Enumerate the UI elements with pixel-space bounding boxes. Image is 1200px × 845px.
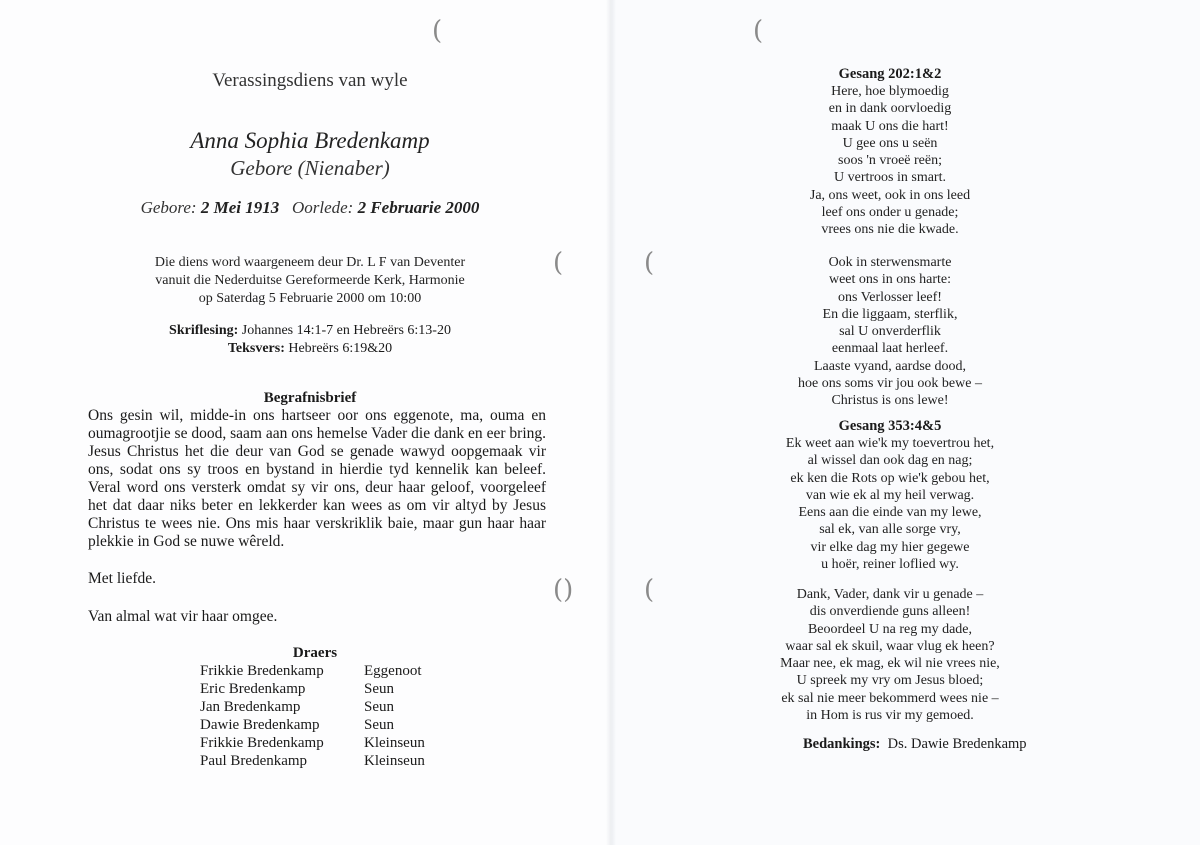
hymn-line: en in dank oorvloedig <box>828 101 952 117</box>
hymn-line: Ja, ons weet, ook in ons leed <box>809 187 971 203</box>
hymn-line: Ook in sterwensmarte <box>828 255 952 270</box>
hymn-line: Dank, Vader, dank vir u genade – <box>796 587 984 602</box>
hymn-line: weet ons in ons harte: <box>828 272 952 288</box>
bearer-row <box>200 716 425 734</box>
bearer-relation: Kleinseun <box>364 735 425 751</box>
thanks-value: Ds. Dawie Bredenkamp <box>887 736 1027 752</box>
punch-hole-mark: () <box>553 575 574 605</box>
hymn-1-title: Gesang 202:1&2 <box>838 66 942 82</box>
hymn-line: U vertroos in smart. <box>834 170 946 186</box>
bearers-list <box>200 662 425 770</box>
born-date: 2 Mei 1913 <box>200 198 280 217</box>
text-verse-line <box>110 340 510 358</box>
punch-hole-mark: ( <box>432 16 443 46</box>
bearer-relation: Eggenoot <box>364 663 422 679</box>
hymn-line: hoe ons soms vir jou ook bewe – <box>798 376 982 392</box>
acknowledgements <box>803 736 1027 753</box>
bearer-relation: Kleinseun <box>364 753 425 769</box>
hymn-line: Here, hoe blymoedig <box>831 84 949 99</box>
hymn-line: Christus is ons lewe! <box>831 393 949 409</box>
hymn-line: sal U onverderflik <box>839 324 941 340</box>
hymn-line: Maar nee, ek mag, ek wil nie vrees nie, <box>780 656 1000 672</box>
bearers-title: Draers <box>292 645 338 661</box>
deceased-name: Anna Sophia Bredenkamp <box>190 128 430 153</box>
hymn-line: maak U ons die hart! <box>831 118 949 134</box>
text-verse-label: Teksvers: <box>227 341 285 356</box>
hymn-line: vir elke dag my hier gegewe <box>810 539 970 555</box>
service-line: Die diens word waargeneem deur Dr. L F van Deventer <box>154 255 466 270</box>
service-heading: Verassingsdiens van wyle <box>212 70 408 91</box>
bearer-row <box>200 680 425 698</box>
hymn-line: sal ek, van alle sorge vry, <box>819 522 961 538</box>
bearer-row <box>200 752 425 770</box>
hymn-line: vrees ons nie die kwade. <box>821 222 959 238</box>
hymn-line: ek sal nie meer bekommerd wees nie – <box>781 690 999 706</box>
scripture-label: Skriflesing: <box>169 323 239 338</box>
hymn-1-verse-2 <box>760 254 1020 410</box>
punch-hole-mark: ( <box>753 16 764 46</box>
bearer-name: Frikkie Bredenkamp <box>200 735 324 751</box>
text-verse-value: Hebreërs 6:19&20 <box>288 341 393 356</box>
born-label: Gebore: <box>140 198 197 217</box>
bearer-row <box>200 698 425 716</box>
scripture-line <box>110 322 510 340</box>
life-dates <box>100 198 520 218</box>
bearer-relation: Seun <box>364 717 394 733</box>
service-line: vanuit die Nederduitse Gereformeerde Kerk, Harmonie <box>155 273 465 288</box>
maiden-name: Gebore (Nienaber) <box>230 156 390 180</box>
hymn-line: waar sal ek skuil, waar vlug ek heen? <box>785 638 995 654</box>
bearer-relation: Seun <box>364 699 394 715</box>
service-line: op Saterdag 5 Februarie 2000 om 10:00 <box>198 291 422 306</box>
letter-body: Ons gesin wil, midde-in ons hartseer oor ons eggenote, ma, ouma en oumagrootjie se dood, saam aan ons hemelse Vader die dank en eer bring. Jesus Christus het die deur van God se genade wawyd oopgemaak vir ons, sodat ons sy troos en bystand in hierdie tyd kennelik kan beleef. Veral word ons versterk omdat sy vir ons, deur haar geloof, voorgeleef het dat daar niks beter en lekkerder kan wees as om vir altyd by Jesus Christus te wees nie. Ons mis haar verskriklik baie, maar gun haar haar plekkie in God se nuwe wêreld. <box>88 407 546 550</box>
hymn-line: Ek weet aan wie'k my toevertrou het, <box>785 436 995 451</box>
hymn-line: ons Verlosser leef! <box>838 289 942 305</box>
bearer-name: Frikkie Bredenkamp <box>200 663 324 679</box>
page-fold <box>606 0 616 845</box>
hymn-line: soos 'n vroeë reën; <box>838 153 942 169</box>
bearer-name: Eric Bredenkamp <box>200 681 306 697</box>
scripture-readings <box>110 322 510 358</box>
hymn-line: Beoordeel U na reg my dade, <box>807 621 973 637</box>
died-date: 2 Februarie 2000 <box>357 198 480 217</box>
letter-title: Begrafnisbrief <box>263 390 357 406</box>
hymn-line: Laaste vyand, aardse dood, <box>814 358 966 374</box>
bearer-name: Paul Bredenkamp <box>200 753 308 769</box>
thanks-label: Bedankings: <box>803 736 881 752</box>
scripture-text: Johannes 14:1-7 en Hebreërs 6:13-20 <box>241 323 451 338</box>
bearer-row <box>200 662 425 680</box>
hymn-line: al wissel dan ook dag en nag; <box>807 453 973 469</box>
punch-hole-mark: ( <box>553 248 564 278</box>
hymn-2-verse-2 <box>760 586 1020 724</box>
hymn-line: eenmaal laat herleef. <box>831 341 949 357</box>
hymn-1-verse-1 <box>760 83 1020 239</box>
bearer-name: Dawie Bredenkamp <box>200 717 320 733</box>
hymn-line: U spreek my vry om Jesus bloed; <box>796 673 984 689</box>
hymn-2-verse-1 <box>760 435 1020 573</box>
punch-hole-mark: ( <box>644 248 655 278</box>
hymn-line: Eens aan die einde van my lewe, <box>798 505 982 521</box>
hymn-2-title: Gesang 353:4&5 <box>838 418 942 434</box>
hymn-line: ek ken die Rots op wie'k gebou het, <box>790 470 990 486</box>
bearer-relation: Seun <box>364 681 394 697</box>
punch-hole-mark: ( <box>644 575 655 605</box>
died-label: Oorlede: <box>291 198 354 217</box>
hymn-line: in Hom is rus vir my gemoed. <box>806 708 974 724</box>
hymn-line: leef ons onder u genade; <box>821 205 959 221</box>
bearer-name: Jan Bredenkamp <box>200 699 301 715</box>
hymn-line: van wie ek al my heil verwag. <box>805 487 975 503</box>
bearer-row <box>200 734 425 752</box>
hymn-line: u hoër, reiner loflied wy. <box>821 557 959 573</box>
service-details <box>110 254 510 308</box>
closing-line: Met liefde. <box>88 570 157 587</box>
hymn-line: En die liggaam, sterflik, <box>822 306 958 322</box>
closing-signature: Van almal wat vir haar omgee. <box>88 608 278 625</box>
hymn-line: U gee ons u seën <box>842 135 938 151</box>
hymn-line: dis onverdiende guns alleen! <box>809 604 971 620</box>
